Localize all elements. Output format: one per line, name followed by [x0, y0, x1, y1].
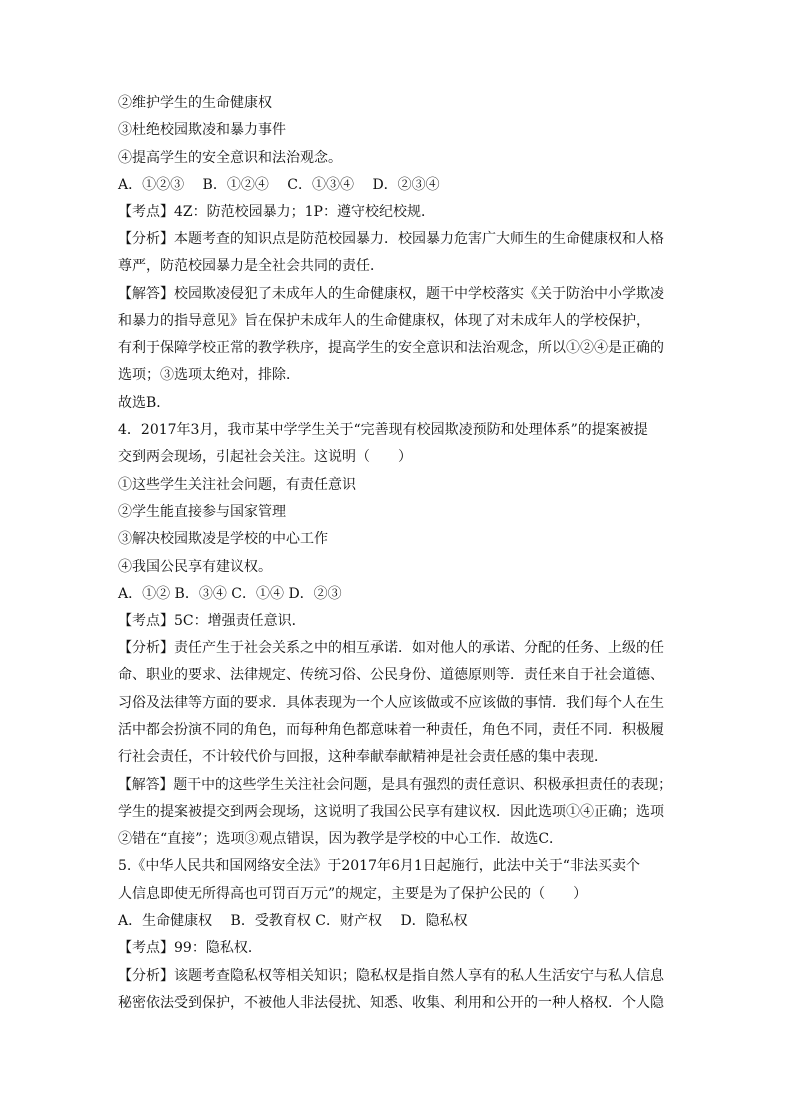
text-line: ④提高学生的安全意识和法治观念。	[118, 150, 342, 166]
solution-line: 和暴力的指导意见》旨在保护未成年人的生命健康权，体现了对未成年人的学校保护，	[118, 313, 650, 329]
analysis-line: 【分析】责任产生于社会关系之中的相互承诺．如对他人的承诺、分配的任务、上级的任	[118, 640, 664, 656]
text-line: ④我国公民享有建议权。	[118, 559, 272, 575]
analysis-line: 行社会责任，不计较代价与回报，这种奉献奉献精神是社会责任感的集中表现．	[118, 749, 608, 765]
question-4-stem: 交到两会现场，引起社会关注。这说明（ ）	[118, 449, 412, 465]
exam-point: 【考点】5C：增强责任意识．	[118, 613, 306, 629]
analysis-line: 【分析】本题考查的知识点是防范校园暴力．校园暴力危害广大师生的生命健康权和人格	[118, 231, 664, 247]
exam-point: 【考点】99：隐私权．	[118, 940, 262, 956]
answer-options: A．生命健康权 B．受教育权 C．财产权 D．隐私权	[118, 913, 468, 929]
solution-line: 学生的提案被提交到两会现场，这说明了我国公民享有建议权．因此选项①④正确；选项	[118, 804, 664, 820]
text-line: ②学生能直接参与国家管理	[118, 504, 286, 520]
text-line: ①这些学生关注社会问题，有责任意识	[118, 477, 356, 493]
analysis-line: 【分析】该题考查隐私权等相关知识；隐私权是指自然人享有的私人生活安宁与私人信息	[118, 968, 664, 984]
answer-options: A．①②③ B．①②④ C．①③④ D．②③④	[118, 177, 440, 193]
solution-line: 【解答】题干中的这些学生关注社会问题，是具有强烈的责任意识、积极承担责任的表现；	[118, 777, 673, 793]
solution-line: 【解答】校园欺凌侵犯了未成年人的生命健康权，题干中学校落实《关于防治中小学欺凌	[118, 286, 664, 302]
analysis-line: 秘密依法受到保护，不被他人非法侵扰、知悉、收集、利用和公开的一种人格权．个人隐	[118, 995, 664, 1011]
question-5-stem: 人信息即使无所得高也可罚百万元”的规定，主要是为了保护公民的（ ）	[118, 886, 588, 902]
analysis-line: 活中都会扮演不同的角色，而每种角色都意味着一种责任，角色不同，责任不同．积极履	[118, 722, 664, 738]
solution-line: 有利于保障学校正常的教学秩序，提高学生的安全意识和法治观念，所以①②④是正确的	[118, 340, 664, 356]
text-line: ②维护学生的生命健康权	[118, 95, 272, 111]
analysis-line: 尊严，防范校园暴力是全社会共同的责任．	[118, 258, 384, 274]
exam-point: 【考点】4Z：防范校园暴力；1P：遵守校纪校规．	[118, 204, 435, 220]
question-5-stem: 5.《中华人民共和国网络安全法》于2017年6月1日起施行，此法中关于“非法买卖个	[118, 858, 640, 874]
text-line: ③解决校园欺凌是学校的中心工作	[118, 531, 328, 547]
text-line: ③杜绝校园欺凌和暴力事件	[118, 122, 286, 138]
answer-options: A．①② B．③④ C．①④ D．②③	[118, 586, 342, 602]
question-4-stem: 4．2017年3月，我市某中学学生关于“完善现有校园欺凌预防和处理体系”的提案被提	[118, 422, 648, 438]
solution-line: ②错在“直接”；选项③观点错误，因为教学是学校的中心工作．故选C．	[118, 831, 564, 847]
solution-line: 选项；③选项太绝对，排除．	[118, 367, 300, 383]
answer-line: 故选B．	[118, 395, 171, 411]
analysis-line: 命、职业的要求、法律规定、传统习俗、公民身份、道德原则等．责任来自于社会道德、	[118, 667, 664, 683]
analysis-line: 习俗及法律等方面的要求．具体表现为一个人应该做或不应该做的事情．我们每个人在生	[118, 695, 664, 711]
